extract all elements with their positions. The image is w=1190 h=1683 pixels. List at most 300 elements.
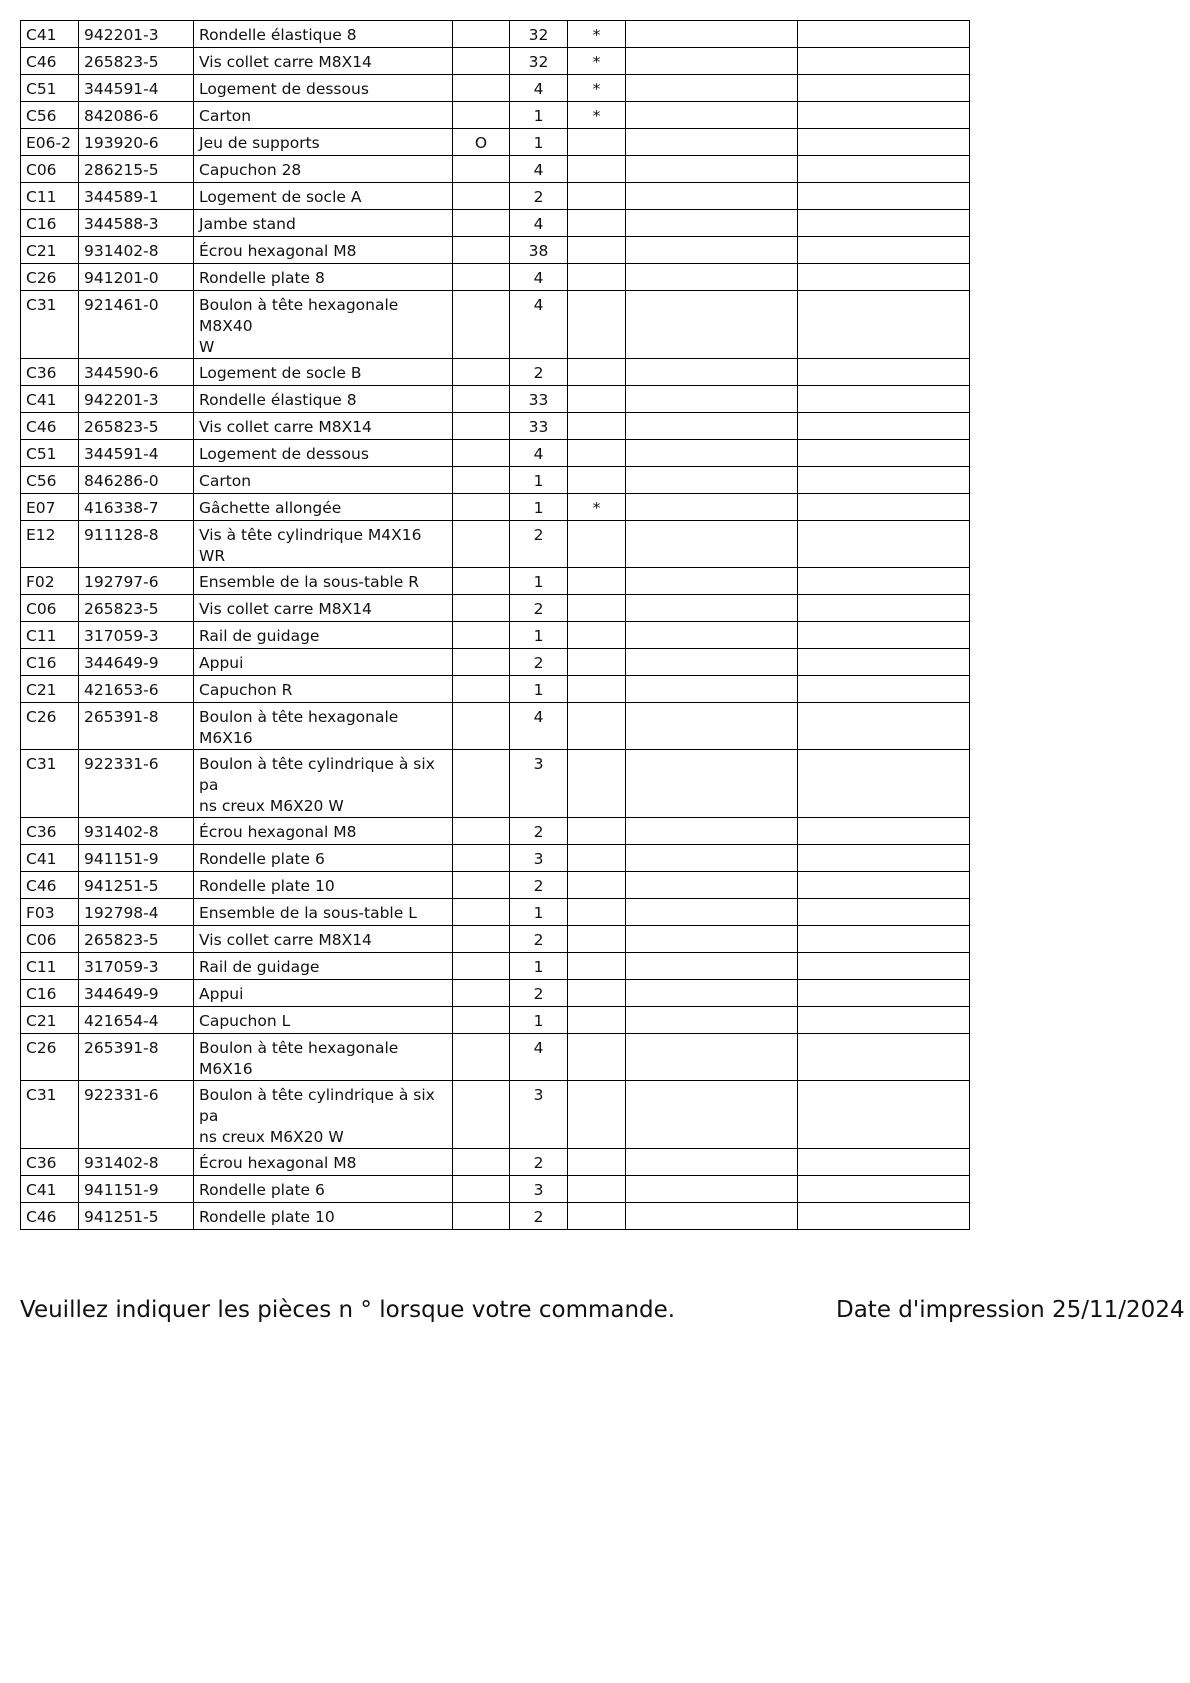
item-number-cell: C26 <box>21 1034 79 1081</box>
quantity-cell: 3 <box>510 1176 568 1203</box>
option-cell <box>453 183 510 210</box>
blank-cell <box>798 413 970 440</box>
parts-list-table <box>20 20 970 1230</box>
option-cell <box>453 953 510 980</box>
description-cell: Logement de socle A <box>194 183 453 210</box>
quantity-cell: 3 <box>510 750 568 818</box>
note-mark-cell <box>568 1203 626 1230</box>
blank-cell <box>626 102 798 129</box>
table-row <box>21 467 970 494</box>
quantity-cell: 1 <box>510 568 568 595</box>
part-number-cell: 286215-5 <box>79 156 194 183</box>
blank-cell <box>798 264 970 291</box>
blank-cell <box>626 1176 798 1203</box>
description-cell: Capuchon L <box>194 1007 453 1034</box>
note-mark-cell <box>568 1081 626 1149</box>
note-mark-cell <box>568 899 626 926</box>
option-cell <box>453 676 510 703</box>
description-cell: Logement de socle B <box>194 359 453 386</box>
table-row <box>21 676 970 703</box>
option-cell <box>453 494 510 521</box>
table-row <box>21 1081 970 1149</box>
blank-cell <box>798 622 970 649</box>
blank-cell <box>798 521 970 568</box>
blank-cell <box>798 750 970 818</box>
item-number-cell: C31 <box>21 291 79 359</box>
table-row <box>21 1007 970 1034</box>
blank-cell <box>798 386 970 413</box>
part-number-cell: 922331-6 <box>79 1081 194 1149</box>
note-mark-cell <box>568 980 626 1007</box>
item-number-cell: C31 <box>21 750 79 818</box>
table-row <box>21 926 970 953</box>
table-row <box>21 48 970 75</box>
blank-cell <box>626 156 798 183</box>
item-number-cell: E12 <box>21 521 79 568</box>
blank-cell <box>626 703 798 750</box>
blank-cell <box>798 568 970 595</box>
description-cell: Rondelle plate 10 <box>194 1203 453 1230</box>
item-number-cell: C51 <box>21 75 79 102</box>
note-mark-cell <box>568 568 626 595</box>
print-date: Date d'impression 25/11/2024 <box>836 1297 1185 1323</box>
blank-cell <box>626 359 798 386</box>
note-mark-cell <box>568 264 626 291</box>
note-mark-cell <box>568 750 626 818</box>
blank-cell <box>798 926 970 953</box>
option-cell <box>453 1149 510 1176</box>
part-number-cell: 921461-0 <box>79 291 194 359</box>
blank-cell <box>626 1034 798 1081</box>
note-mark-cell <box>568 237 626 264</box>
item-number-cell: C06 <box>21 156 79 183</box>
table-row <box>21 1176 970 1203</box>
note-mark-cell: * <box>568 75 626 102</box>
option-cell <box>453 1007 510 1034</box>
blank-cell <box>626 750 798 818</box>
note-mark-cell <box>568 845 626 872</box>
note-mark-cell <box>568 703 626 750</box>
quantity-cell: 1 <box>510 467 568 494</box>
description-cell: Ensemble de la sous-table R <box>194 568 453 595</box>
note-mark-cell <box>568 818 626 845</box>
description-cell: Boulon à tête cylindrique à six pa ns creux M6X20 W <box>194 1081 453 1149</box>
option-cell <box>453 568 510 595</box>
description-cell: Logement de dessous <box>194 75 453 102</box>
description-cell: Écrou hexagonal M8 <box>194 237 453 264</box>
quantity-cell: 2 <box>510 595 568 622</box>
option-cell <box>453 622 510 649</box>
quantity-cell: 2 <box>510 926 568 953</box>
item-number-cell: C06 <box>21 926 79 953</box>
description-cell: Boulon à tête hexagonale M6X16 <box>194 1034 453 1081</box>
note-mark-cell <box>568 676 626 703</box>
part-number-cell: 265823-5 <box>79 926 194 953</box>
item-number-cell: C26 <box>21 264 79 291</box>
order-instruction-note: Veuillez indiquer les pièces n ° lorsque votre commande. <box>20 1297 676 1323</box>
quantity-cell: 1 <box>510 953 568 980</box>
note-mark-cell <box>568 467 626 494</box>
blank-cell <box>798 210 970 237</box>
item-number-cell: C36 <box>21 1149 79 1176</box>
quantity-cell: 4 <box>510 156 568 183</box>
table-row <box>21 413 970 440</box>
note-mark-cell <box>568 1176 626 1203</box>
note-mark-cell <box>568 183 626 210</box>
note-mark-cell <box>568 386 626 413</box>
table-row <box>21 386 970 413</box>
blank-cell <box>626 872 798 899</box>
description-cell: Gâchette allongée <box>194 494 453 521</box>
blank-cell <box>798 291 970 359</box>
quantity-cell: 4 <box>510 291 568 359</box>
quantity-cell: 4 <box>510 440 568 467</box>
note-mark-cell <box>568 926 626 953</box>
part-number-cell: 344589-1 <box>79 183 194 210</box>
description-cell: Vis à tête cylindrique M4X16 WR <box>194 521 453 568</box>
note-mark-cell <box>568 129 626 156</box>
blank-cell <box>626 568 798 595</box>
part-number-cell: 344590-6 <box>79 359 194 386</box>
blank-cell <box>798 237 970 264</box>
table-row <box>21 359 970 386</box>
quantity-cell: 32 <box>510 21 568 48</box>
blank-cell <box>626 818 798 845</box>
option-cell <box>453 926 510 953</box>
part-number-cell: 344591-4 <box>79 440 194 467</box>
part-number-cell: 265823-5 <box>79 48 194 75</box>
table-row <box>21 622 970 649</box>
table-row <box>21 264 970 291</box>
description-cell: Boulon à tête cylindrique à six pa ns creux M6X20 W <box>194 750 453 818</box>
note-mark-cell <box>568 622 626 649</box>
table-row <box>21 183 970 210</box>
part-number-cell: 942201-3 <box>79 21 194 48</box>
blank-cell <box>626 386 798 413</box>
part-number-cell: 941151-9 <box>79 1176 194 1203</box>
table-row <box>21 899 970 926</box>
blank-cell <box>798 102 970 129</box>
option-cell <box>453 156 510 183</box>
part-number-cell: 344649-9 <box>79 980 194 1007</box>
note-mark-cell <box>568 1007 626 1034</box>
blank-cell <box>626 21 798 48</box>
option-cell <box>453 75 510 102</box>
blank-cell <box>626 649 798 676</box>
part-number-cell: 911128-8 <box>79 521 194 568</box>
blank-cell <box>626 980 798 1007</box>
quantity-cell: 1 <box>510 676 568 703</box>
blank-cell <box>798 48 970 75</box>
item-number-cell: C06 <box>21 595 79 622</box>
table-row <box>21 237 970 264</box>
table-row <box>21 953 970 980</box>
quantity-cell: 2 <box>510 183 568 210</box>
quantity-cell: 2 <box>510 649 568 676</box>
part-number-cell: 941151-9 <box>79 845 194 872</box>
blank-cell <box>626 48 798 75</box>
table-row <box>21 1034 970 1081</box>
quantity-cell: 1 <box>510 129 568 156</box>
option-cell <box>453 48 510 75</box>
description-cell: Capuchon 28 <box>194 156 453 183</box>
blank-cell <box>626 953 798 980</box>
parts-table-body <box>21 21 970 1230</box>
blank-cell <box>626 264 798 291</box>
option-cell <box>453 595 510 622</box>
part-number-cell: 922331-6 <box>79 750 194 818</box>
item-number-cell: E07 <box>21 494 79 521</box>
blank-cell <box>798 899 970 926</box>
item-number-cell: C11 <box>21 953 79 980</box>
note-mark-cell <box>568 872 626 899</box>
item-number-cell: F02 <box>21 568 79 595</box>
option-cell <box>453 1081 510 1149</box>
part-number-cell: 842086-6 <box>79 102 194 129</box>
option-cell <box>453 980 510 1007</box>
part-number-cell: 421654-4 <box>79 1007 194 1034</box>
table-row <box>21 750 970 818</box>
option-cell <box>453 818 510 845</box>
table-row <box>21 156 970 183</box>
description-cell: Vis collet carre M8X14 <box>194 595 453 622</box>
item-number-cell: C46 <box>21 413 79 440</box>
quantity-cell: 2 <box>510 521 568 568</box>
description-cell: Écrou hexagonal M8 <box>194 1149 453 1176</box>
blank-cell <box>626 75 798 102</box>
blank-cell <box>798 703 970 750</box>
blank-cell <box>626 440 798 467</box>
part-number-cell: 193920-6 <box>79 129 194 156</box>
part-number-cell: 941201-0 <box>79 264 194 291</box>
option-cell <box>453 750 510 818</box>
item-number-cell: C46 <box>21 48 79 75</box>
part-number-cell: 846286-0 <box>79 467 194 494</box>
blank-cell <box>626 926 798 953</box>
note-mark-cell <box>568 595 626 622</box>
description-cell: Rail de guidage <box>194 622 453 649</box>
quantity-cell: 33 <box>510 386 568 413</box>
quantity-cell: 1 <box>510 1007 568 1034</box>
item-number-cell: C41 <box>21 21 79 48</box>
blank-cell <box>798 183 970 210</box>
item-number-cell: C21 <box>21 1007 79 1034</box>
part-number-cell: 265391-8 <box>79 703 194 750</box>
description-cell: Carton <box>194 102 453 129</box>
blank-cell <box>798 359 970 386</box>
description-cell: Capuchon R <box>194 676 453 703</box>
quantity-cell: 4 <box>510 703 568 750</box>
quantity-cell: 2 <box>510 359 568 386</box>
note-mark-cell <box>568 1149 626 1176</box>
option-cell <box>453 440 510 467</box>
note-mark-cell <box>568 440 626 467</box>
item-number-cell: C56 <box>21 467 79 494</box>
table-row <box>21 291 970 359</box>
table-row <box>21 1203 970 1230</box>
table-row <box>21 845 970 872</box>
note-mark-cell: * <box>568 102 626 129</box>
description-cell: Boulon à tête hexagonale M8X40 W <box>194 291 453 359</box>
table-row <box>21 21 970 48</box>
description-cell: Jambe stand <box>194 210 453 237</box>
blank-cell <box>626 521 798 568</box>
option-cell <box>453 386 510 413</box>
option-cell <box>453 899 510 926</box>
item-number-cell: C41 <box>21 845 79 872</box>
description-cell: Rondelle plate 10 <box>194 872 453 899</box>
table-row <box>21 440 970 467</box>
note-mark-cell: * <box>568 21 626 48</box>
option-cell <box>453 102 510 129</box>
part-number-cell: 192797-6 <box>79 568 194 595</box>
quantity-cell: 4 <box>510 75 568 102</box>
description-cell: Jeu de supports <box>194 129 453 156</box>
blank-cell <box>798 21 970 48</box>
option-cell: O <box>453 129 510 156</box>
blank-cell <box>626 129 798 156</box>
table-row <box>21 210 970 237</box>
blank-cell <box>798 649 970 676</box>
description-cell: Ensemble de la sous-table L <box>194 899 453 926</box>
item-number-cell: C11 <box>21 622 79 649</box>
blank-cell <box>798 156 970 183</box>
table-row <box>21 649 970 676</box>
table-row <box>21 568 970 595</box>
quantity-cell: 38 <box>510 237 568 264</box>
blank-cell <box>626 183 798 210</box>
quantity-cell: 4 <box>510 264 568 291</box>
quantity-cell: 33 <box>510 413 568 440</box>
blank-cell <box>626 1007 798 1034</box>
part-number-cell: 192798-4 <box>79 899 194 926</box>
quantity-cell: 1 <box>510 102 568 129</box>
table-row <box>21 703 970 750</box>
option-cell <box>453 264 510 291</box>
blank-cell <box>626 1203 798 1230</box>
quantity-cell: 2 <box>510 1149 568 1176</box>
note-mark-cell <box>568 291 626 359</box>
description-cell: Vis collet carre M8X14 <box>194 48 453 75</box>
part-number-cell: 942201-3 <box>79 386 194 413</box>
description-cell: Appui <box>194 649 453 676</box>
table-row <box>21 521 970 568</box>
option-cell <box>453 872 510 899</box>
note-mark-cell <box>568 413 626 440</box>
note-mark-cell <box>568 649 626 676</box>
option-cell <box>453 845 510 872</box>
description-cell: Vis collet carre M8X14 <box>194 926 453 953</box>
blank-cell <box>798 1081 970 1149</box>
blank-cell <box>798 494 970 521</box>
part-number-cell: 265823-5 <box>79 413 194 440</box>
item-number-cell: C31 <box>21 1081 79 1149</box>
blank-cell <box>626 622 798 649</box>
option-cell <box>453 1176 510 1203</box>
table-row <box>21 1149 970 1176</box>
item-number-cell: C11 <box>21 183 79 210</box>
blank-cell <box>798 440 970 467</box>
option-cell <box>453 413 510 440</box>
option-cell <box>453 1034 510 1081</box>
blank-cell <box>626 676 798 703</box>
blank-cell <box>626 413 798 440</box>
item-number-cell: C41 <box>21 386 79 413</box>
item-number-cell: C21 <box>21 676 79 703</box>
part-number-cell: 416338-7 <box>79 494 194 521</box>
quantity-cell: 3 <box>510 845 568 872</box>
blank-cell <box>626 494 798 521</box>
description-cell: Logement de dessous <box>194 440 453 467</box>
quantity-cell: 2 <box>510 872 568 899</box>
table-row <box>21 818 970 845</box>
blank-cell <box>798 676 970 703</box>
description-cell: Écrou hexagonal M8 <box>194 818 453 845</box>
item-number-cell: E06-2 <box>21 129 79 156</box>
blank-cell <box>798 467 970 494</box>
description-cell: Rondelle plate 6 <box>194 1176 453 1203</box>
part-number-cell: 421653-6 <box>79 676 194 703</box>
blank-cell <box>798 845 970 872</box>
blank-cell <box>798 129 970 156</box>
quantity-cell: 3 <box>510 1081 568 1149</box>
part-number-cell: 265823-5 <box>79 595 194 622</box>
description-cell: Boulon à tête hexagonale M6X16 <box>194 703 453 750</box>
part-number-cell: 941251-5 <box>79 1203 194 1230</box>
blank-cell <box>798 1034 970 1081</box>
table-row <box>21 980 970 1007</box>
blank-cell <box>798 1007 970 1034</box>
quantity-cell: 2 <box>510 818 568 845</box>
quantity-cell: 2 <box>510 1203 568 1230</box>
blank-cell <box>626 1081 798 1149</box>
table-row <box>21 75 970 102</box>
quantity-cell: 4 <box>510 210 568 237</box>
note-mark-cell: * <box>568 494 626 521</box>
blank-cell <box>626 899 798 926</box>
blank-cell <box>626 291 798 359</box>
part-number-cell: 265391-8 <box>79 1034 194 1081</box>
part-number-cell: 317059-3 <box>79 953 194 980</box>
blank-cell <box>626 210 798 237</box>
blank-cell <box>798 1176 970 1203</box>
note-mark-cell <box>568 953 626 980</box>
blank-cell <box>798 953 970 980</box>
blank-cell <box>798 1203 970 1230</box>
part-number-cell: 931402-8 <box>79 237 194 264</box>
option-cell <box>453 210 510 237</box>
option-cell <box>453 703 510 750</box>
option-cell <box>453 359 510 386</box>
option-cell <box>453 467 510 494</box>
note-mark-cell <box>568 1034 626 1081</box>
part-number-cell: 931402-8 <box>79 1149 194 1176</box>
item-number-cell: C56 <box>21 102 79 129</box>
part-number-cell: 941251-5 <box>79 872 194 899</box>
description-cell: Rondelle élastique 8 <box>194 386 453 413</box>
description-cell: Vis collet carre M8X14 <box>194 413 453 440</box>
blank-cell <box>798 595 970 622</box>
note-mark-cell <box>568 521 626 568</box>
quantity-cell: 1 <box>510 899 568 926</box>
description-cell: Rondelle plate 6 <box>194 845 453 872</box>
description-cell: Rondelle plate 8 <box>194 264 453 291</box>
item-number-cell: C46 <box>21 1203 79 1230</box>
table-row <box>21 102 970 129</box>
table-row <box>21 129 970 156</box>
item-number-cell: C21 <box>21 237 79 264</box>
part-number-cell: 931402-8 <box>79 818 194 845</box>
